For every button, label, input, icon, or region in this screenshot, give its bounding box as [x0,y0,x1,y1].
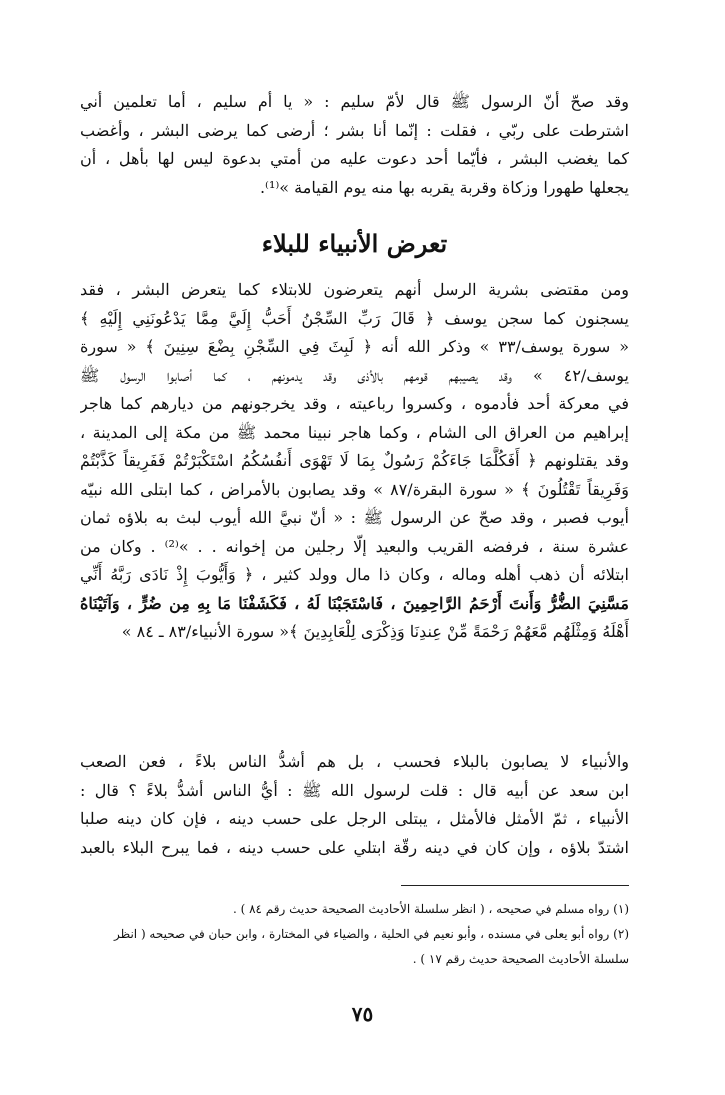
text-line: عشرة سنة ، فرفضه القريب والبعيد إلّا رجلين من إخوانه . . »⁽²⁾ . وكان من [80,536,629,556]
text-line: وقد صحّ أنّ الرسول ﷺ قال لأمّ سليم : « يا أم سليم ، أما تعلمين أني [80,92,629,111]
text-line: يسجنون كما سجن يوسف ﴿ قَالَ رَبِّ السِّجْنُ أَحَبُّ إِلَيَّ مِمَّا يَدْعُونَنِي إِلَيْهِ ﴾ [80,308,629,328]
text-line: ومن مقتضى بشرية الرسل أنهم يتعرضون للابتلاء كما يتعرض البشر ، فقد [80,280,629,299]
footnote-1: (١) رواه مسلم في صحيحه ، ( انظر سلسلة الأحاديث الصحيحة حديث رقم ٨٤ ) . [232,902,629,916]
paragraph-intro [80,88,629,202]
footnote-2-continued: سلسلة الأحاديث الصحيحة حديث رقم ١٧ ) . [412,952,629,966]
text-line: الأنبياء ، ثمّ الأمثل فالأمثل ، يبتلى الرجل على حسب دينه ، فإن كان دينه صلبا [80,809,629,828]
page-number: ٧٥ [351,1002,374,1026]
footnotes [80,897,629,972]
text-line: « سورة يوسف/٣٣ » وذكر الله أنه ﴿ لَبِثَ فِي السِّجْنِ بِضْعَ سِنِينَ ﴾ « سورة [80,337,629,356]
text-line: في معركة أحد فأدموه ، وكسروا رباعيته ، وقد يخرجونهم من ديارهم كما هاجر [80,394,629,413]
text-line: والأنبياء لا يصابون بالبلاء فحسب ، بل هم أشدُّ الناس بلاءً ، فعن الصعب [80,752,629,771]
text-line: يجعلها طهورا وزكاة وقربة يقربه بها منه يوم القيامة »⁽¹⁾. [259,177,629,197]
section-heading: تعرض الأنبياء للبلاء [261,229,448,258]
footnote-divider [401,885,629,886]
text-line: يوسف/٤٢ » وقد يصيبهم قومهم بالأذى وقد يدمونهم ، كما أصابوا الرسول ﷺ [80,365,629,385]
footnote-2: (٢) رواه أبو يعلى في مسنده ، وأبو نعيم في الحلية ، والضياء في المختارة ، وابن حبان في صحيحه ( انظر [113,927,629,941]
text-line: مَسَّنِيَ الضُّرُّ وَأَنتَ أَرْحَمُ الرَّاحِمِينَ ، فَاسْتَجَبْنَا لَهُ ، فَكَشَفْنَا مَا بِهِ مِن ضُرٍّ ، وَآتَيْنَاهُ [80,593,629,613]
text-line: إبراهيم من العراق الى الشام ، وكما هاجر نبينا محمد ﷺ من مكة إلى المدينة ، [80,422,629,442]
text-line: اشتدّ بلاؤه ، وإن كان في دينه رقّة ابتلي على حسب دينه ، فما يبرح البلاء بالعبد [80,837,629,857]
text-line: اشترطت على ربّي ، فقلت : إنّما أنا بشر ؛ أرضى كما يرضى البشر ، وأغضب [80,120,629,140]
text-line: ابتلائه أن ذهب أهله وماله ، وكان ذا مال وولد كثير ، ﴿ وَأَيُّوبَ إِذْ نَادَى رَبَّهُ أَنِّي [80,565,629,584]
text-line: كما يغضب البشر ، فأيّما أحد دعوت عليه من أمتي بدعوة ليس لها بأهل ، أن [80,149,629,168]
paragraph-hardest-trials [80,748,629,862]
text-line: وقد يقتلونهم ﴿ أَفَكُلَّمَا جَاءَكُمْ رَسُولٌ بِمَا لَا تَهْوَى أَنفُسُكُمُ اسْتَكْبَرْتُمْ فَفَرِيقاً كَذَّبْتُمْ [80,451,629,470]
paragraph-prophets-trials [80,276,629,647]
text-line: ابن سعد عن أبيه قال : قلت لرسول الله ﷺ : أيُّ الناس أشدُّ بلاءً ؟ قال : [80,780,629,800]
text-line: وَفَرِيقاً تَقْتُلُونَ ﴾ « سورة البقرة/٨٧ » وقد يصابون بالأمراض ، كما ابتلى الله نبيّه [80,479,629,499]
text-line: أيوب فصبر ، وقد صحّ عن الرسول ﷺ : « أنّ نبيَّ الله أيوب لبث به بلاؤه ثمان [80,508,629,527]
text-line: أَهْلَهُ وَمِثْلَهُم مَّعَهُمْ رَحْمَةً مِّنْ عِندِنَا وَذِكْرَى لِلْعَابِدِينَ ﴾« سورة الأنبياء/٨٣ ـ ٨٤ » [121,622,629,641]
